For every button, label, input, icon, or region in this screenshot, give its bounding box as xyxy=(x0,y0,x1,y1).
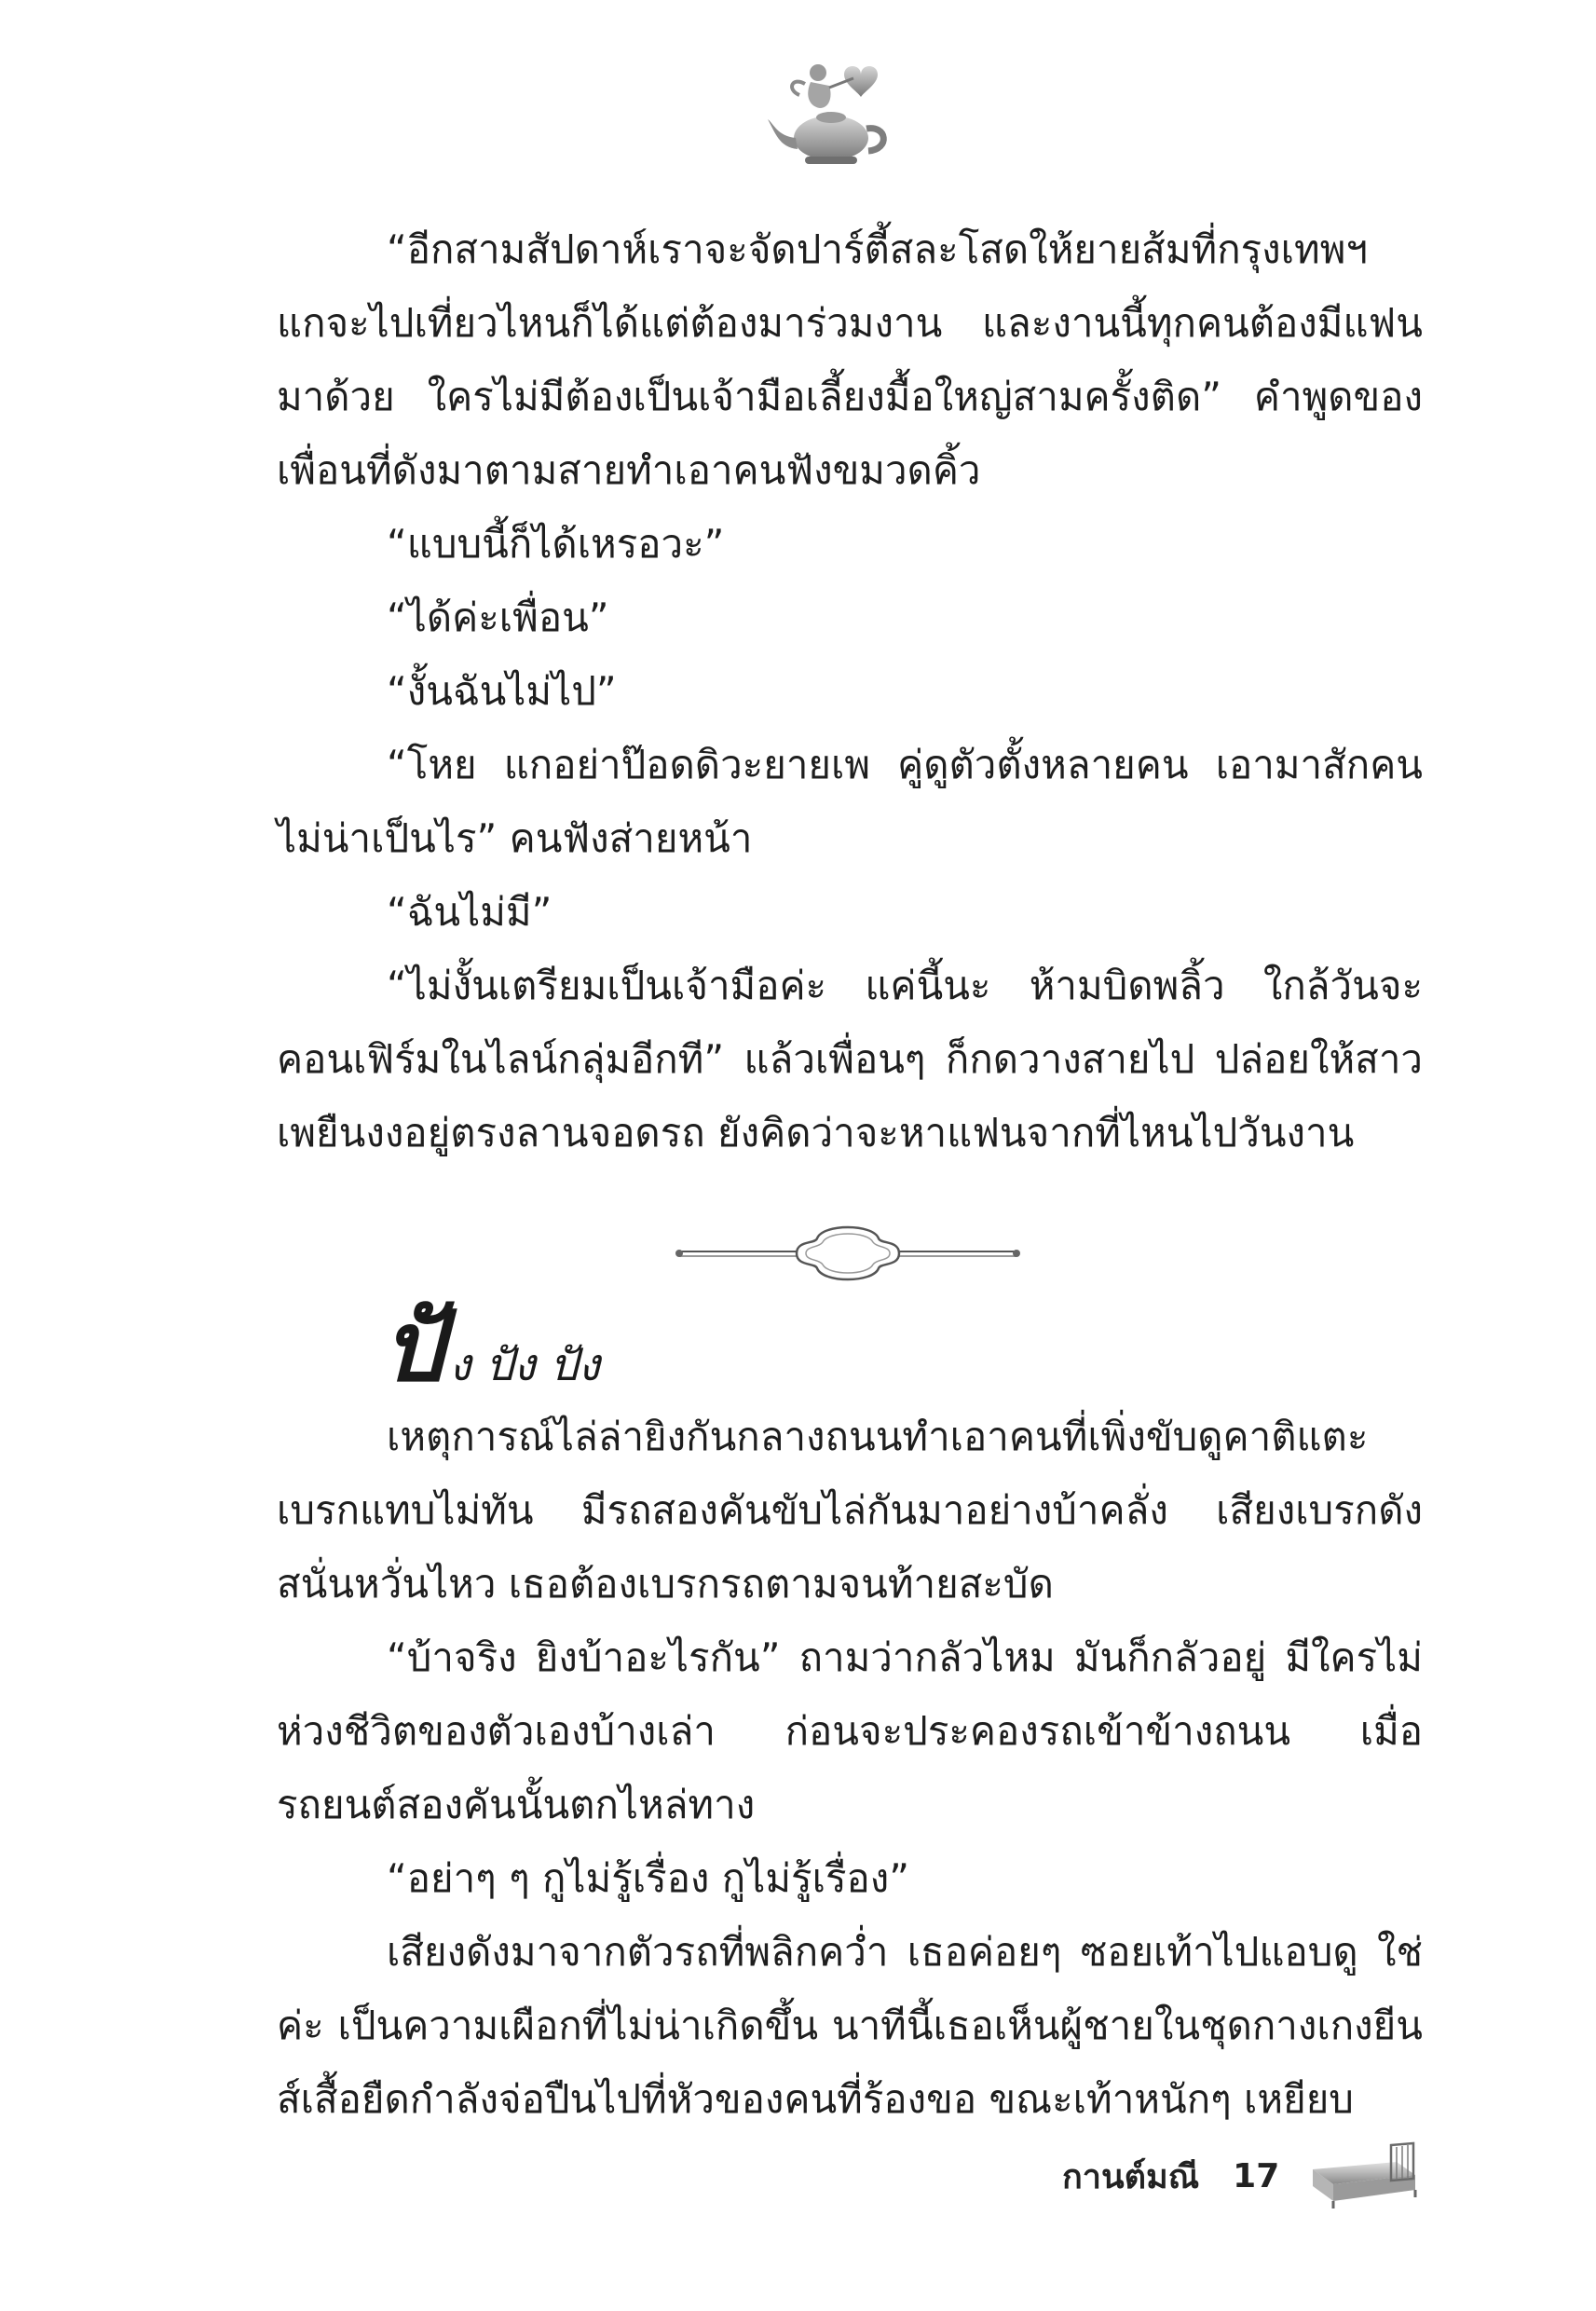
text-block-2 xyxy=(277,1400,1423,2136)
paragraph: เหตุการณ์ไล่ล่ายิงกันกลางถนนทำเอาคนที่เพิ่งขับดูคาติแตะเบรกแทบไม่ทัน มีรถสองคันขับไล่กันมาอย่างบ้าคลั่ง เสียงเบรกดังสนั่นหวั่นไหว เธอต้องเบรกรถตามจนท้ายสะบัด xyxy=(277,1414,1423,1607)
paragraph: “งั้นฉันไม่ไป” xyxy=(387,668,617,714)
paragraph: “อีกสามสัปดาห์เราจะจัดปาร์ตี้สละโสดให้ยายส้มที่กรุงเทพฯ แกจะไปเที่ยวไหนก็ได้แต่ต้องมาร่วมงาน และงานนี้ทุกคนต้องมีแฟนมาด้วย ใครไม่มีต้องเป็นเจ้ามือเลี้ยงมื้อใหญ่สามครั้งติด” คำพูดของเพื่อนที่ดังมาตามสายทำเอาคนฟังขมวดคิ้ว xyxy=(277,226,1423,493)
paragraph: “ได้ค่ะเพื่อน” xyxy=(387,595,609,640)
paragraph: “โหย แกอย่าป๊อดดิวะยายเพ คู่ดูตัวตั้งหลายคน เอามาสักคนไม่น่าเป็นไร” คนฟังส่ายหน้า xyxy=(277,742,1423,861)
page-number: 17 xyxy=(1233,2156,1280,2195)
paragraph: เสียงดังมาจากตัวรถที่พลิกคว่ำ เธอค่อยๆ ซอยเท้าไปแอบดู ใช่ค่ะ เป็นความเผือกที่ไม่น่าเกิดขึ้น นาทีนี้เธอเห็นผู้ชายในชุดกางเกงยีนส์เสื้อยืดกำลังจ่อปืนไปที่หัวของคนที่ร้องขอ ขณะเท้าหนักๆ เหยียบ xyxy=(277,1929,1423,2122)
paragraph: “อย่าๆ ๆ กูไม่รู้เรื่อง กูไม่รู้เรื่อง” xyxy=(387,1855,909,1901)
text-block-1 xyxy=(277,212,1423,1169)
paragraph: “แบบนี้ก็ได้เหรอวะ” xyxy=(387,521,725,567)
paragraph: “ไม่งั้นเตรียมเป็นเจ้ามือค่ะ แค่นี้นะ ห้ามบิดพลิ้ว ใกล้วันจะคอนเฟิร์มในไลน์กลุ่มอีกที” แล้วเพื่อนๆ ก็กดวางสายไป ปล่อยให้สาวเพยืนงงอยู่ตรงลานจอดรถ ยังคิดว่าจะหาแฟนจากที่ไหนไปวันงาน xyxy=(277,963,1423,1156)
teapot-cupid-icon xyxy=(764,47,904,186)
heading-text: ง ปัง ปัง xyxy=(449,1339,600,1391)
section-heading xyxy=(382,1286,600,1407)
page-footer xyxy=(1062,2139,1419,2213)
scroll-divider-icon xyxy=(675,1216,1020,1291)
running-footer-title: กานต์มณี xyxy=(1062,2157,1200,2196)
drop-letter: ปั xyxy=(382,1289,444,1403)
paragraph: “บ้าจริง ยิงบ้าอะไรกัน” ถามว่ากลัวไหม มันก็กลัวอยู่ มีใครไม่ห่วงชีวิตของตัวเองบ้างเล่า ก่อนจะประคองรถเข้าข้างถนน เมื่อรถยนต์สองคันนั้นตกไหล่ทาง xyxy=(277,1634,1423,1827)
bed-icon xyxy=(1307,2141,1419,2210)
paragraph: “ฉันไม่มี” xyxy=(387,889,552,935)
